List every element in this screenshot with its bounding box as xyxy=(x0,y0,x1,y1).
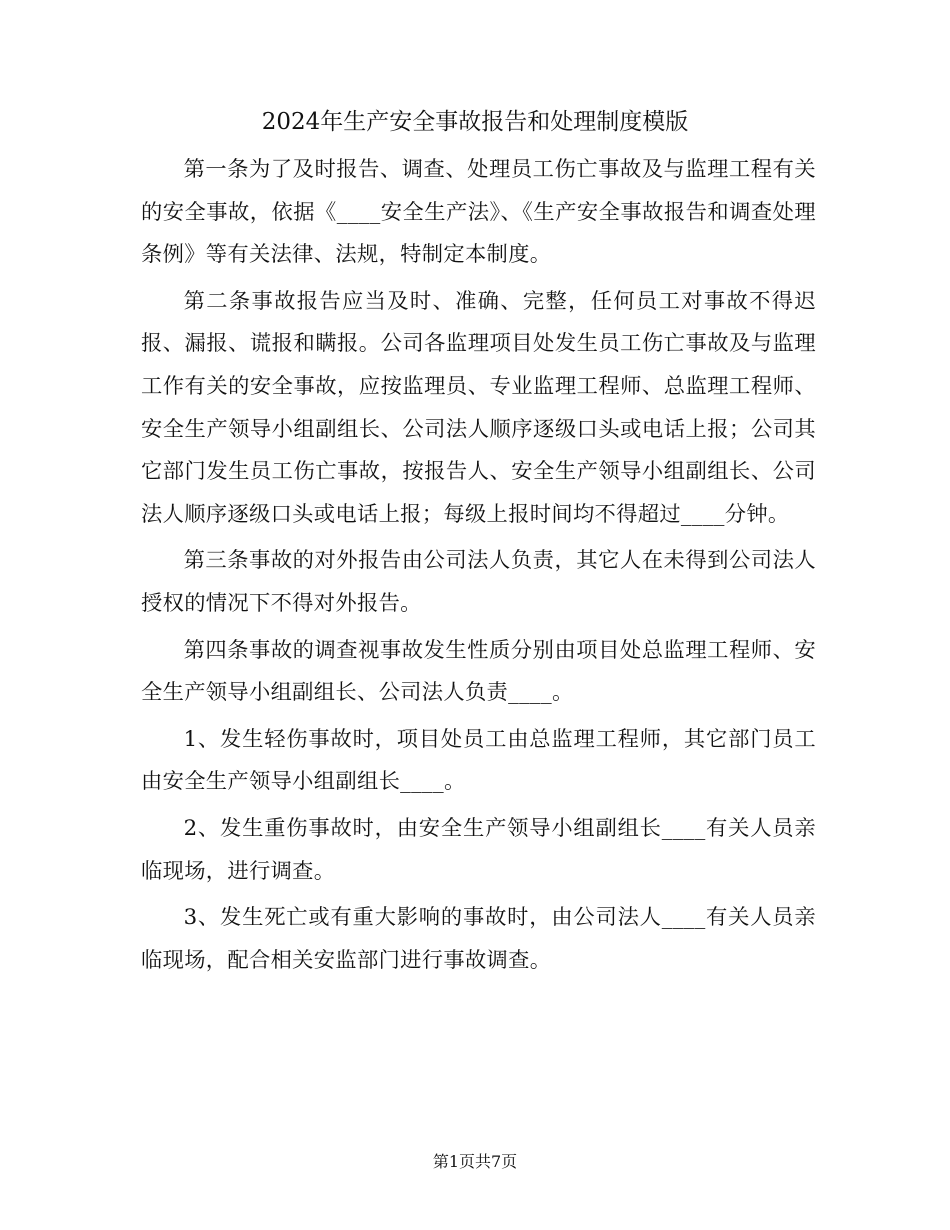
paragraph-item-2: 2、发生重伤事故时，由安全生产领导小组副组长____有关人员亲临现场，进行调查。 xyxy=(141,815,816,884)
paragraph-article-4: 第四条事故的调查视事故发生性质分别由项目处总监理工程师、安全生产领导小组副组长、公司法人负责____。 xyxy=(141,637,816,706)
paragraph-article-2: 第二条事故报告应当及时、准确、完整，任何员工对事故不得迟报、漏报、谎报和瞒报。公司各监理项目处发生员工伤亡事故及与监理工作有关的安全事故，应按监理员、专业监理工程师、总监理工程师、安全生产领导小组副组长、公司法人顺序逐级口头或电话上报；公司其它部门发生员工伤亡事故，按报告人、安全生产领导小组副组长、公司法人顺序逐级口头或电话上报；每级上报时间均不得超过____分钟。 xyxy=(141,288,816,527)
document-title: 2024年生产安全事故报告和处理制度模版 xyxy=(261,109,689,135)
paragraph-article-3: 第三条事故的对外报告由公司法人负责，其它人在未得到公司法人授权的情况下不得对外报告。 xyxy=(141,548,816,616)
document-body xyxy=(141,149,816,986)
paragraph-item-1: 1、发生轻伤事故时，项目处员工由总监理工程师，其它部门员工由安全生产领导小组副组长____。 xyxy=(141,726,816,795)
page-number-footer: 第1页共7页 xyxy=(432,1152,518,1171)
paragraph-item-3: 3、发生死亡或有重大影响的事故时，由公司法人____有关人员亲临现场，配合相关安监部门进行事故调查。 xyxy=(141,905,816,973)
paragraph-article-1: 第一条为了及时报告、调查、处理员工伤亡事故及与监理工程有关的安全事故，依据《____安全生产法》、《生产安全事故报告和调查处理条例》等有关法律、法规，特制定本制度。 xyxy=(141,157,816,268)
